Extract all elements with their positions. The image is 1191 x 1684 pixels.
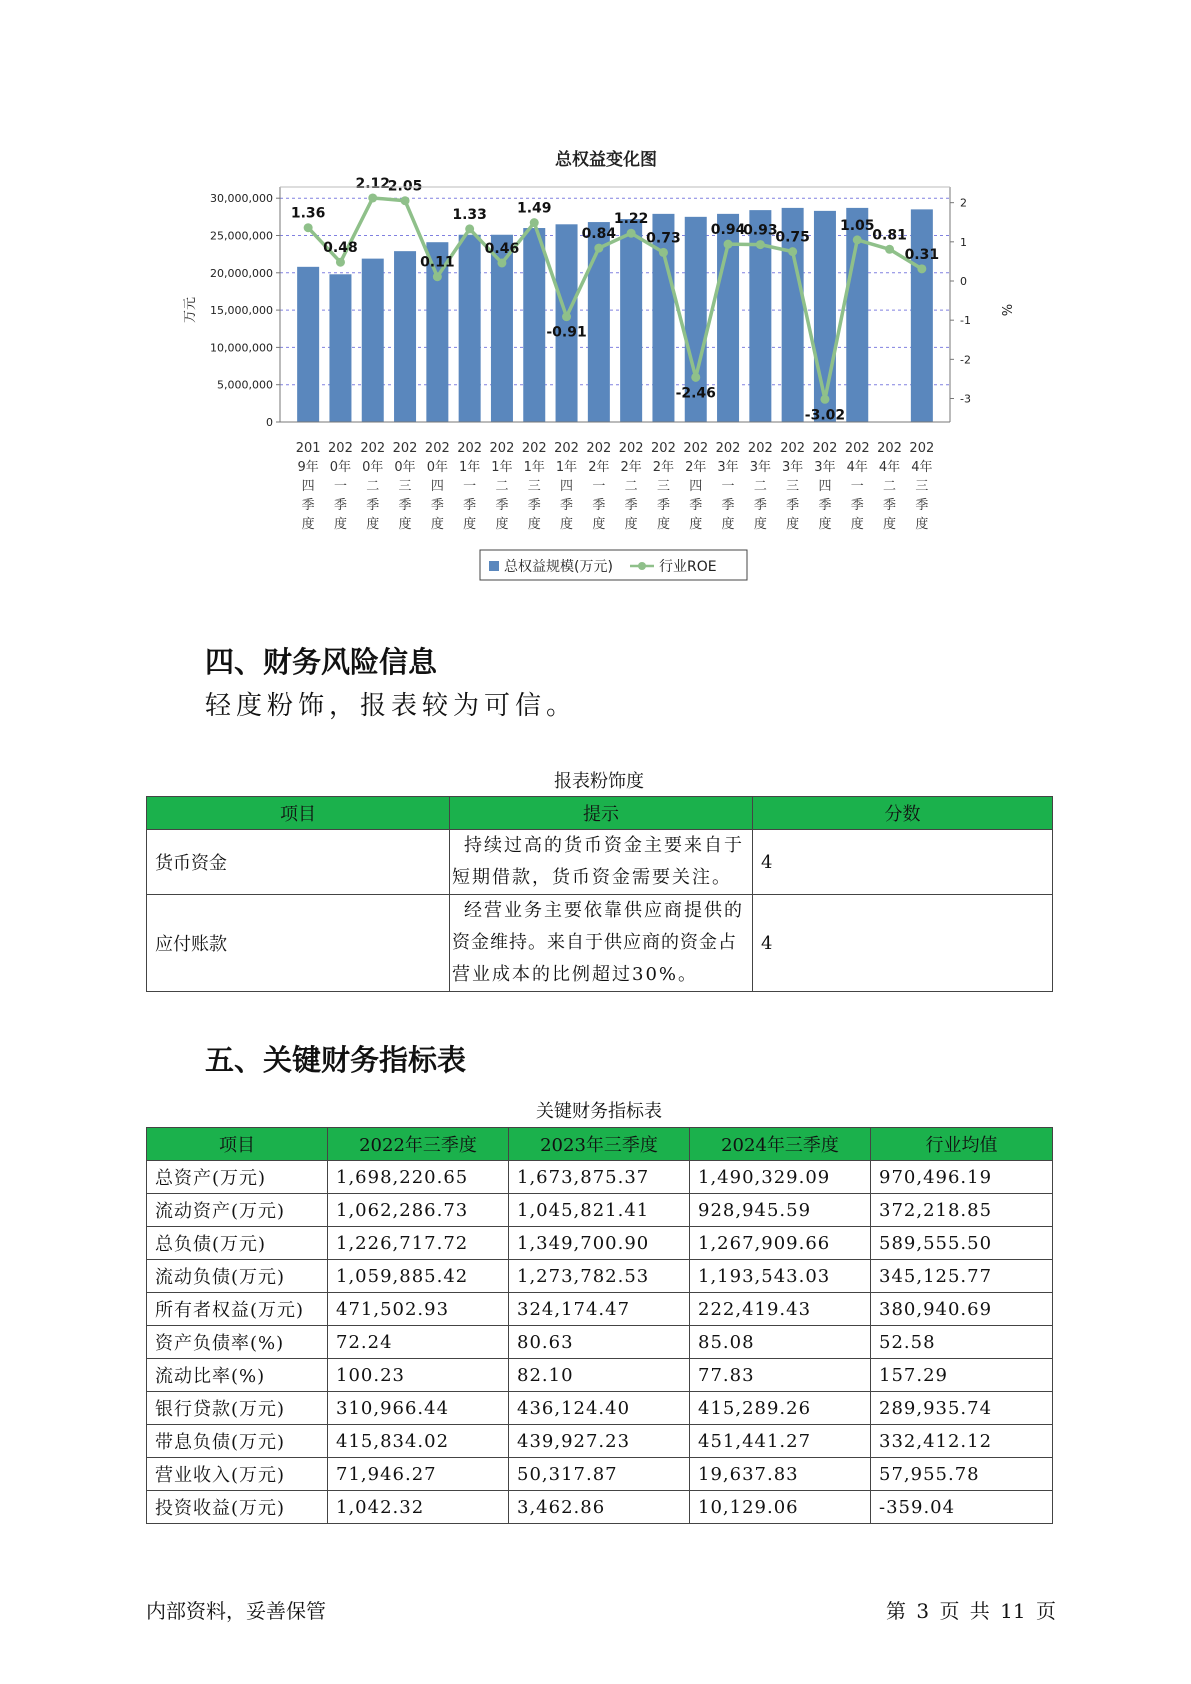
x-tick-label: 季 <box>430 498 444 513</box>
x-tick-label: 202 <box>780 441 806 456</box>
risk-tip-line: 资金维持。来自于供应商的资金占 <box>452 932 737 953</box>
kpi-header: 行业均值 <box>871 1128 1053 1161</box>
x-tick-label: 1年 <box>459 460 481 475</box>
x-tick-label: 202 <box>328 441 353 456</box>
roe-point <box>465 224 474 233</box>
kpi-value: 439,927.23 <box>509 1425 690 1458</box>
kpi-table-header-row <box>147 1128 1053 1161</box>
kpi-item: 总负债(万元) <box>147 1227 328 1260</box>
kpi-table <box>146 1127 1053 1524</box>
risk-tip-line: 经营业务主要依靠供应商提供的 <box>464 900 744 921</box>
kpi-item: 投资收益(万元) <box>147 1491 328 1524</box>
y2-tick-label: 2 <box>960 196 967 210</box>
kpi-value: 1,698,220.65 <box>328 1161 509 1194</box>
x-tick-label: 202 <box>747 441 773 456</box>
x-tick-label: 二 <box>624 479 638 494</box>
risk-header-tip: 提示 <box>450 797 753 830</box>
x-tick-label: 度 <box>753 517 767 532</box>
x-tick-label: 季 <box>721 498 735 513</box>
x-tick-label: 2年 <box>652 460 675 475</box>
kpi-item: 流动资产(万元) <box>147 1194 328 1227</box>
roe-data-label: 0.11 <box>420 254 455 271</box>
y2-axis-label: % <box>998 303 1013 317</box>
kpi-value: 471,502.93 <box>328 1293 509 1326</box>
kpi-value: 970,496.19 <box>871 1161 1053 1194</box>
x-tick-label: 一 <box>721 479 735 494</box>
x-tick-label: 202 <box>457 441 483 456</box>
roe-data-label: -2.46 <box>675 385 716 402</box>
kpi-item: 营业收入(万元) <box>147 1458 328 1491</box>
risk-table-caption: 报表粉饰度 <box>554 771 644 792</box>
x-tick-label: 季 <box>301 498 315 513</box>
kpi-value: 451,441.27 <box>690 1425 871 1458</box>
kpi-header: 2022年三季度 <box>328 1128 509 1161</box>
table-row <box>147 1161 1053 1194</box>
x-tick-label: 度 <box>333 517 347 532</box>
x-tick-label: 二 <box>883 479 897 494</box>
kpi-value: 1,349,700.90 <box>509 1227 690 1260</box>
x-tick-label: 季 <box>495 498 509 513</box>
x-tick-label: 二 <box>495 479 509 494</box>
risk-header-score: 分数 <box>753 797 1053 830</box>
x-tick-label: 季 <box>786 498 800 513</box>
kpi-item: 银行贷款(万元) <box>147 1392 328 1425</box>
risk-table <box>146 796 1053 992</box>
x-tick-label: 202 <box>521 441 547 456</box>
x-tick-label: 202 <box>554 441 579 456</box>
x-tick-label: 季 <box>753 498 767 513</box>
x-tick-label: 季 <box>366 498 380 513</box>
roe-point <box>756 240 765 249</box>
kpi-value: 1,673,875.37 <box>509 1161 690 1194</box>
x-tick-label: 一 <box>592 479 606 494</box>
kpi-value: 57,955.78 <box>871 1458 1053 1491</box>
section5-heading: 五、关键财务指标表 <box>205 1043 467 1077</box>
kpi-value: 1,059,885.42 <box>328 1260 509 1293</box>
kpi-value: 52.58 <box>871 1326 1053 1359</box>
x-tick-label: 一 <box>850 479 864 494</box>
roe-data-label: 0.75 <box>775 229 810 246</box>
y2-tick-label: 1 <box>960 235 967 249</box>
x-tick-label: 季 <box>398 498 412 513</box>
x-tick-label: 度 <box>398 517 412 532</box>
roe-point <box>724 240 733 249</box>
risk-score: 4 <box>753 895 1053 992</box>
x-tick-label: 202 <box>683 441 709 456</box>
roe-point <box>627 229 636 238</box>
kpi-value: 928,945.59 <box>690 1194 871 1227</box>
x-tick-label: 三 <box>398 479 412 494</box>
roe-point <box>659 248 668 257</box>
roe-point <box>885 245 894 254</box>
x-tick-label: 3年 <box>717 460 739 475</box>
table-row <box>147 1326 1053 1359</box>
kpi-value: 82.10 <box>509 1359 690 1392</box>
x-tick-label: 度 <box>883 517 897 532</box>
table-row <box>147 1458 1053 1491</box>
roe-data-label: 0.31 <box>904 246 940 263</box>
table-row <box>147 1260 1053 1293</box>
y2-tick-label: -2 <box>960 353 971 367</box>
kpi-header: 项目 <box>147 1128 328 1161</box>
risk-score: 4 <box>753 830 1053 895</box>
x-tick-label: 202 <box>651 441 676 456</box>
legend-line-label: 行业ROE <box>659 559 717 575</box>
legend <box>480 550 747 580</box>
x-tick-label: 202 <box>877 441 902 456</box>
x-tick-label: 0年 <box>362 460 384 475</box>
roe-data-label: 0.81 <box>872 227 907 244</box>
kpi-table-caption: 关键财务指标表 <box>536 1101 662 1122</box>
kpi-value: 1,226,717.72 <box>328 1227 509 1260</box>
risk-tip <box>450 895 753 992</box>
x-tick-label: 度 <box>592 517 606 532</box>
x-tick-label: 季 <box>883 498 897 513</box>
roe-data-label: 0.48 <box>323 240 358 257</box>
y-tick-label: 15,000,000 <box>210 304 273 318</box>
roe-point <box>788 247 797 256</box>
equity-bar <box>556 224 578 422</box>
kpi-item: 所有者权益(万元) <box>147 1293 328 1326</box>
y2-tick-label: -3 <box>960 392 971 406</box>
roe-data-label: 1.36 <box>290 205 326 222</box>
kpi-value: 380,940.69 <box>871 1293 1053 1326</box>
table-row <box>147 1194 1053 1227</box>
table-row <box>147 830 1053 895</box>
x-tick-label: 3年 <box>782 460 804 475</box>
kpi-value: 415,834.02 <box>328 1425 509 1458</box>
footer-confidential-note: 内部资料，妥善保管 <box>146 1599 326 1623</box>
kpi-value: 72.24 <box>328 1326 509 1359</box>
kpi-value: 1,490,329.09 <box>690 1161 871 1194</box>
x-tick-label: 季 <box>592 498 606 513</box>
x-tick-label: 季 <box>915 498 929 513</box>
x-tick-label: 1年 <box>555 460 578 475</box>
kpi-value: -359.04 <box>871 1491 1053 1524</box>
x-tick-label: 202 <box>909 441 935 456</box>
kpi-value: 10,129.06 <box>690 1491 871 1524</box>
x-tick-label: 3年 <box>814 460 836 475</box>
kpi-value: 157.29 <box>871 1359 1053 1392</box>
roe-point <box>336 258 345 267</box>
kpi-header: 2024年三季度 <box>690 1128 871 1161</box>
legend-line-marker <box>638 562 646 570</box>
x-tick-label: 四 <box>818 479 832 494</box>
x-tick-label: 202 <box>715 441 741 456</box>
kpi-item: 流动比率(%) <box>147 1359 328 1392</box>
x-tick-label: 季 <box>624 498 638 513</box>
roe-data-label: 1.33 <box>452 206 487 223</box>
y-tick-label: 0 <box>266 416 273 429</box>
table-row <box>147 1227 1053 1260</box>
equity-bar <box>362 259 384 422</box>
x-tick-label: 三 <box>915 479 929 494</box>
roe-point <box>433 272 442 281</box>
risk-tip-line: 营业成本的比例超过30%。 <box>452 964 699 985</box>
x-tick-label: 季 <box>818 498 832 513</box>
roe-point <box>368 193 377 202</box>
equity-bar <box>459 235 481 422</box>
x-tick-label: 度 <box>786 517 800 532</box>
roe-data-label: 2.05 <box>387 178 423 195</box>
risk-tip-line: 短期借款，货币资金需要关注。 <box>452 867 732 888</box>
kpi-value: 415,289.26 <box>690 1392 871 1425</box>
kpi-value: 77.83 <box>690 1359 871 1392</box>
roe-data-label: 2.12 <box>355 175 391 192</box>
kpi-value: 1,042.32 <box>328 1491 509 1524</box>
legend-bar-label: 总权益规模(万元) <box>504 559 613 575</box>
x-tick-label: 202 <box>618 441 644 456</box>
roe-point <box>562 312 571 321</box>
roe-point <box>917 264 926 273</box>
x-tick-label: 度 <box>463 517 477 532</box>
x-tick-label: 2年 <box>620 460 642 475</box>
x-tick-label: 202 <box>424 441 450 456</box>
x-tick-label: 202 <box>586 441 612 456</box>
x-tick-label: 202 <box>392 441 418 456</box>
roe-data-label: 0.93 <box>743 222 778 239</box>
y2-tick-label: -1 <box>960 314 971 328</box>
kpi-header: 2023年三季度 <box>509 1128 690 1161</box>
y-tick-label: 25,000,000 <box>210 229 273 243</box>
x-tick-label: 季 <box>850 498 864 513</box>
roe-data-label: -3.02 <box>804 407 846 424</box>
kpi-value: 1,062,286.73 <box>328 1194 509 1227</box>
y2-tick-label: 0 <box>960 275 967 288</box>
x-tick-label: 四 <box>301 479 315 494</box>
x-tick-label: 季 <box>656 498 670 513</box>
x-tick-label: 4年 <box>878 460 901 475</box>
roe-point <box>401 196 410 205</box>
x-tick-label: 度 <box>850 517 864 532</box>
table-row <box>147 1293 1053 1326</box>
kpi-value: 19,637.83 <box>690 1458 871 1491</box>
risk-header-item: 项目 <box>147 797 450 830</box>
roe-data-label: 1.22 <box>613 211 649 228</box>
x-tick-label: 度 <box>495 517 509 532</box>
roe-point <box>304 223 313 232</box>
table-row <box>147 1359 1053 1392</box>
roe-data-label: 0.73 <box>646 230 681 247</box>
y-tick-label: 10,000,000 <box>210 341 273 355</box>
x-tick-label: 度 <box>818 517 832 532</box>
kpi-value: 310,966.44 <box>328 1392 509 1425</box>
kpi-value: 71,946.27 <box>328 1458 509 1491</box>
kpi-value: 50,317.87 <box>509 1458 690 1491</box>
x-tick-label: 201 <box>295 441 321 456</box>
kpi-value: 1,045,821.41 <box>509 1194 690 1227</box>
risk-table-header-row <box>147 797 1053 830</box>
equity-bar <box>523 228 545 422</box>
kpi-value: 589,555.50 <box>871 1227 1053 1260</box>
x-tick-label: 四 <box>689 479 703 494</box>
x-tick-label: 三 <box>656 479 670 494</box>
kpi-value: 372,218.85 <box>871 1194 1053 1227</box>
x-tick-label: 季 <box>333 498 347 513</box>
equity-bar <box>329 274 351 422</box>
kpi-value: 1,193,543.03 <box>690 1260 871 1293</box>
x-tick-label: 202 <box>812 441 838 456</box>
x-tick-label: 一 <box>463 479 477 494</box>
kpi-value: 1,273,782.53 <box>509 1260 690 1293</box>
x-tick-label: 2年 <box>685 460 707 475</box>
equity-bar <box>814 211 836 422</box>
roe-point <box>530 218 539 227</box>
x-tick-label: 季 <box>560 498 574 513</box>
kpi-value: 85.08 <box>690 1326 871 1359</box>
roe-data-label: 0.46 <box>484 240 520 257</box>
x-tick-label: 度 <box>721 517 735 532</box>
roe-point <box>594 244 603 253</box>
roe-data-label: 1.49 <box>516 200 552 217</box>
equity-bar <box>911 209 933 422</box>
kpi-item: 流动负债(万元) <box>147 1260 328 1293</box>
x-tick-label: 202 <box>360 441 386 456</box>
y-tick-label: 20,000,000 <box>210 266 273 280</box>
y-tick-label: 30,000,000 <box>210 192 273 206</box>
x-tick-label: 二 <box>753 479 767 494</box>
x-tick-label: 3年 <box>749 460 771 475</box>
x-tick-label: 度 <box>560 517 574 532</box>
kpi-value: 289,935.74 <box>871 1392 1053 1425</box>
kpi-value: 345,125.77 <box>871 1260 1053 1293</box>
table-row <box>147 895 1053 992</box>
equity-bar <box>394 251 416 422</box>
risk-item: 货币资金 <box>147 830 450 895</box>
kpi-value: 80.63 <box>509 1326 690 1359</box>
chart-title: 总权益变化图 <box>555 150 657 170</box>
kpi-value: 100.23 <box>328 1359 509 1392</box>
x-tick-label: 度 <box>301 517 315 532</box>
total-equity-chart <box>170 140 1030 600</box>
table-row <box>147 1392 1053 1425</box>
roe-point <box>497 258 506 267</box>
table-row <box>147 1425 1053 1458</box>
x-tick-label: 度 <box>915 517 929 532</box>
x-tick-label: 度 <box>624 517 638 532</box>
risk-item: 应付账款 <box>147 895 450 992</box>
x-tick-label: 四 <box>430 479 444 494</box>
y-tick-label: 5,000,000 <box>217 378 273 392</box>
risk-tip-line: 持续过高的货币资金主要来自于 <box>464 835 744 856</box>
x-tick-label: 202 <box>489 441 515 456</box>
x-tick-label: 一 <box>333 479 347 494</box>
equity-bar <box>620 219 642 422</box>
footer-page-number: 第 3 页 共 11 页 <box>886 1599 1056 1623</box>
kpi-item: 总资产(万元) <box>147 1161 328 1194</box>
x-tick-label: 季 <box>463 498 477 513</box>
section4-summary: 轻度粉饰，报表较为可信。 <box>205 691 578 721</box>
roe-point <box>691 373 700 382</box>
kpi-value: 3,462.86 <box>509 1491 690 1524</box>
x-tick-label: 二 <box>366 479 380 494</box>
x-tick-label: 四 <box>560 479 574 494</box>
x-tick-label: 度 <box>430 517 444 532</box>
kpi-value: 222,419.43 <box>690 1293 871 1326</box>
x-tick-label: 1年 <box>491 460 513 475</box>
roe-point <box>853 235 862 244</box>
risk-tip <box>450 830 753 895</box>
kpi-item: 资产负债率(%) <box>147 1326 328 1359</box>
x-tick-label: 度 <box>527 517 541 532</box>
x-tick-label: 1年 <box>523 460 545 475</box>
kpi-item: 带息负债(万元) <box>147 1425 328 1458</box>
x-tick-label: 度 <box>656 517 670 532</box>
x-tick-label: 0年 <box>394 460 416 475</box>
roe-point <box>820 395 829 404</box>
x-tick-label: 三 <box>786 479 800 494</box>
table-row <box>147 1491 1053 1524</box>
x-tick-label: 4年 <box>846 460 868 475</box>
x-tick-label: 季 <box>689 498 703 513</box>
x-tick-label: 4年 <box>911 460 933 475</box>
roe-data-label: -0.91 <box>546 324 587 341</box>
x-tick-label: 0年 <box>426 460 448 475</box>
roe-data-label: 1.05 <box>839 217 875 234</box>
roe-data-label: 0.84 <box>581 226 617 243</box>
x-tick-label: 季 <box>527 498 541 513</box>
x-tick-label: 0年 <box>329 460 352 475</box>
x-tick-label: 三 <box>527 479 541 494</box>
x-tick-label: 度 <box>366 517 380 532</box>
kpi-value: 324,174.47 <box>509 1293 690 1326</box>
equity-bar <box>297 267 319 422</box>
kpi-value: 1,267,909.66 <box>690 1227 871 1260</box>
section4-heading: 四、财务风险信息 <box>205 645 438 679</box>
x-tick-label: 202 <box>844 441 870 456</box>
x-tick-label: 2年 <box>588 460 610 475</box>
x-tick-label: 9年 <box>297 460 319 475</box>
kpi-value: 332,412.12 <box>871 1425 1053 1458</box>
y-axis-label: 万元 <box>183 296 198 324</box>
x-tick-label: 度 <box>689 517 703 532</box>
legend-bar-swatch <box>489 561 499 571</box>
roe-data-label: 0.94 <box>710 222 746 239</box>
kpi-value: 436,124.40 <box>509 1392 690 1425</box>
